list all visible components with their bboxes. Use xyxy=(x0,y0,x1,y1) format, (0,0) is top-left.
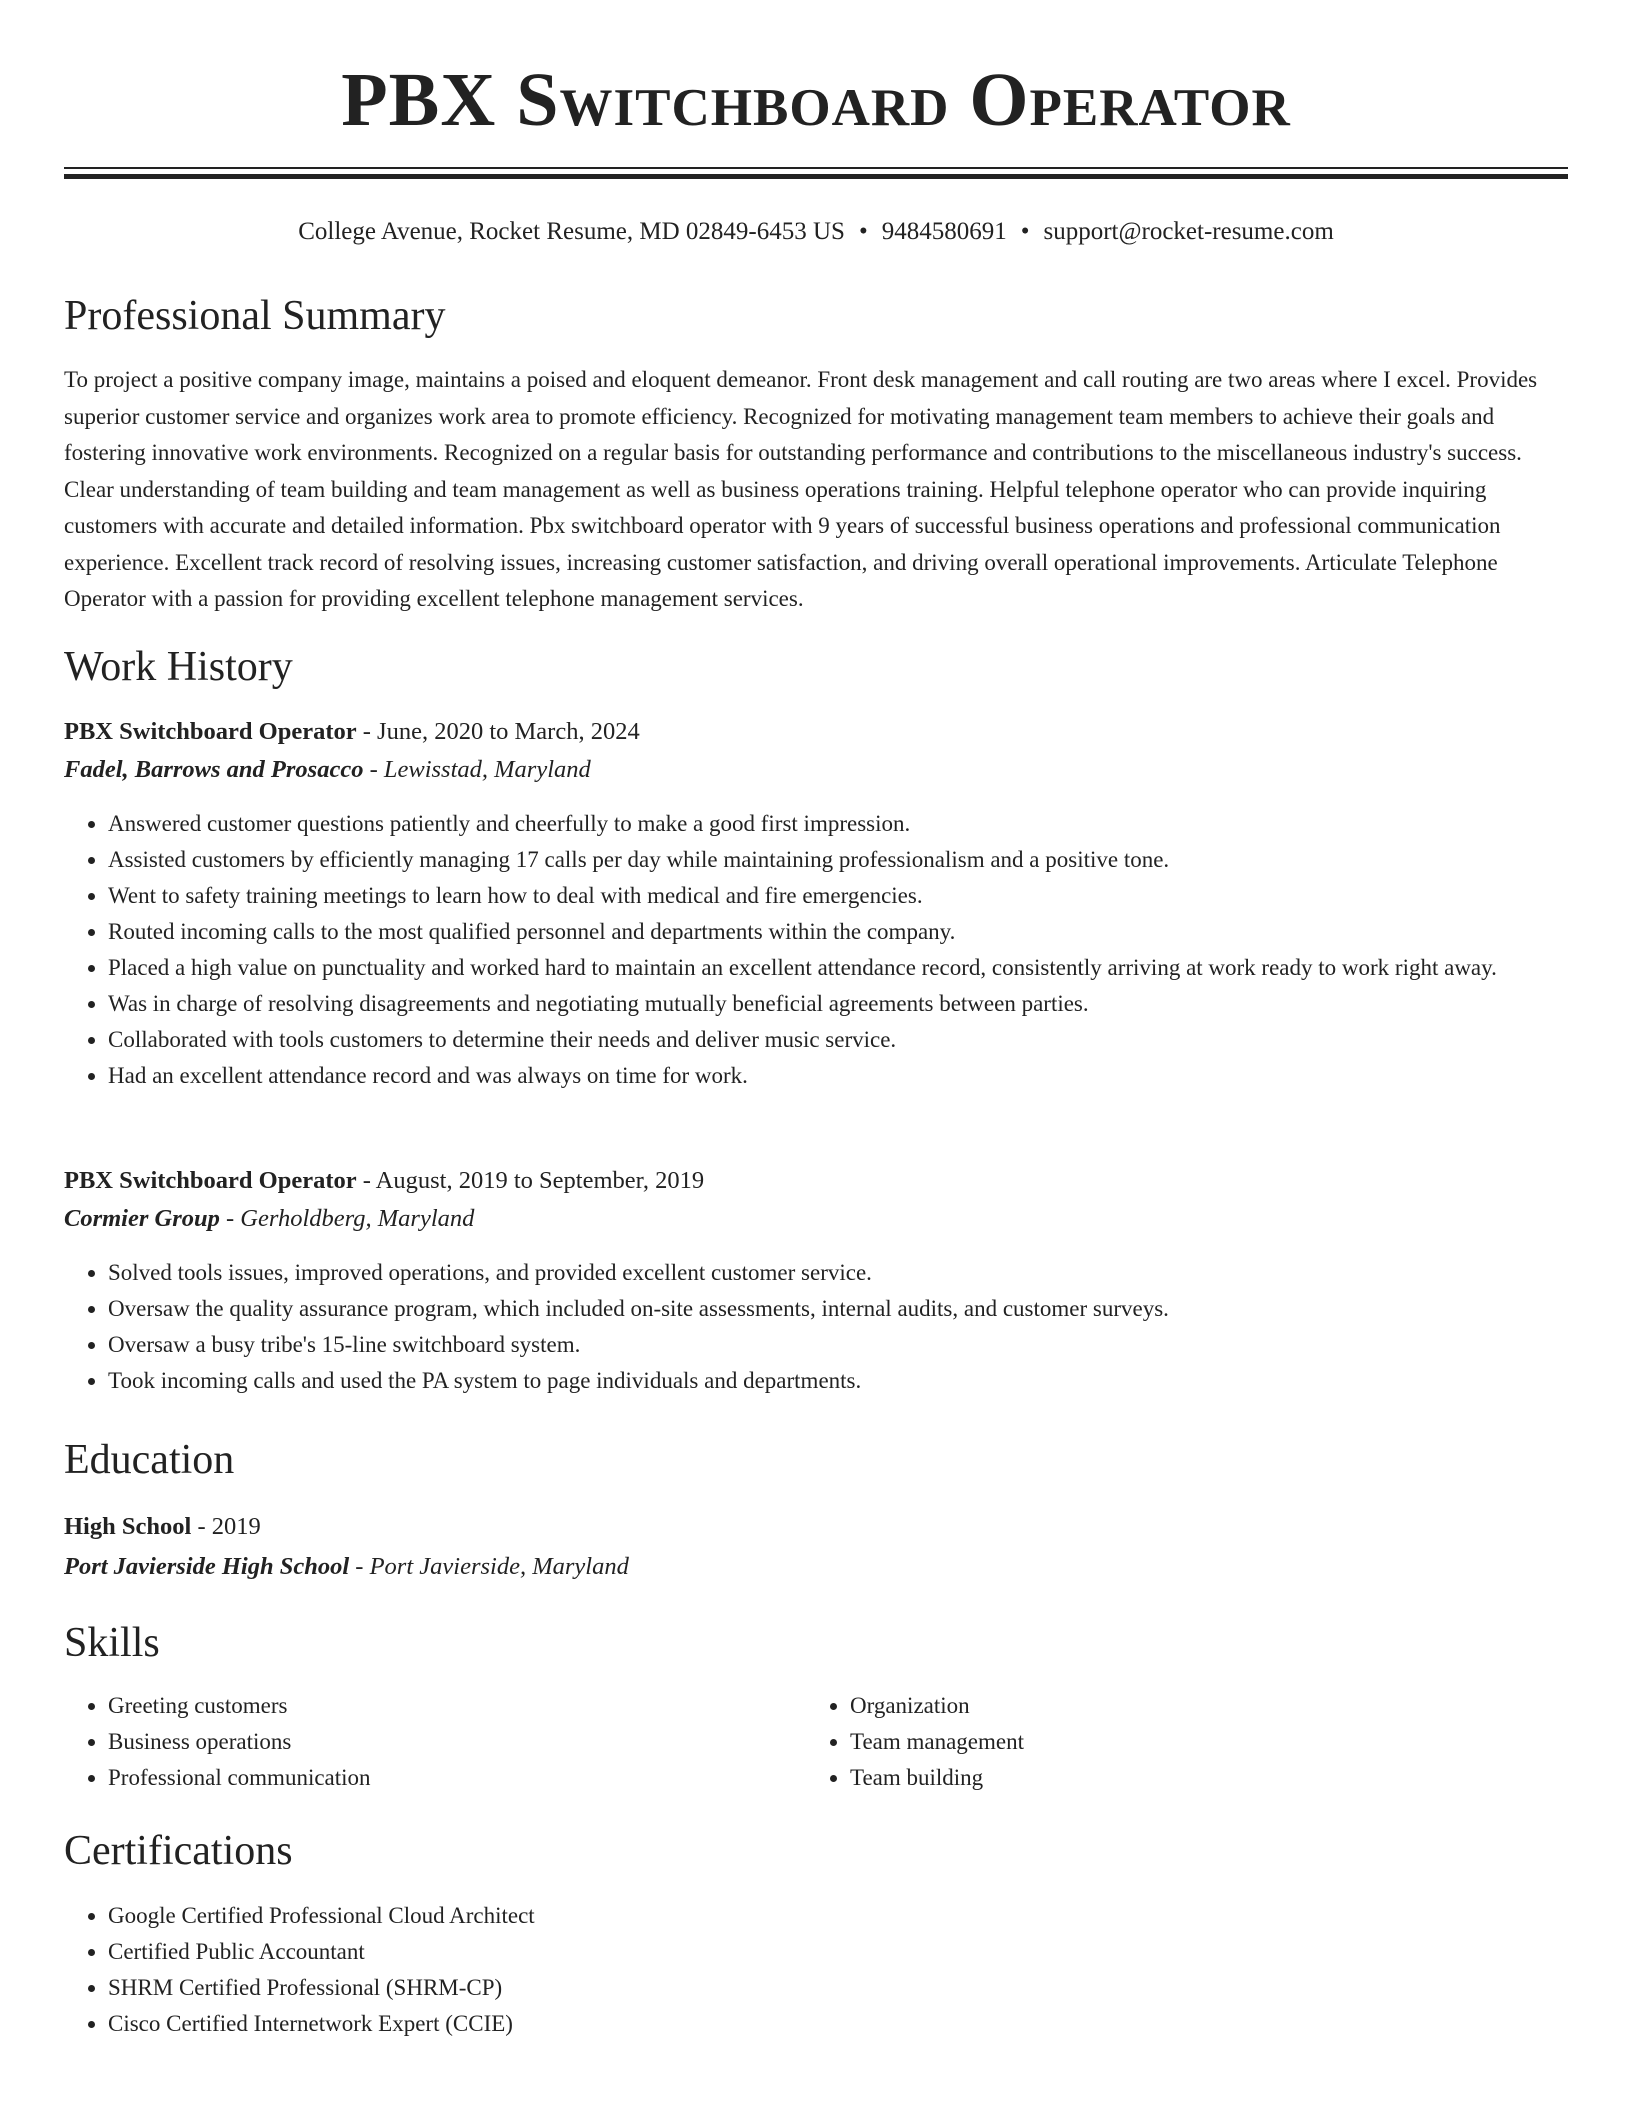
job-title-line xyxy=(64,1162,1568,1200)
certifications-heading: Certifications xyxy=(64,1828,293,1874)
job-dates: - June, 2020 to March, 2024 xyxy=(356,718,640,745)
list-item: • Collaborated with tools customers to determine their needs and deliver music service. xyxy=(108,1022,1568,1058)
summary-heading: Professional Summary xyxy=(64,293,446,339)
education-heading: Education xyxy=(64,1437,235,1483)
list-item: • Answered customer questions patiently and cheerfully to make a good first impression. xyxy=(108,806,1568,842)
list-item: • SHRM Certified Professional (SHRM-CP) xyxy=(108,1970,1568,2006)
certifications-list xyxy=(64,1898,1568,2042)
skills-list-right xyxy=(806,1688,1568,1796)
job-title: PBX Switchboard Operator xyxy=(64,1167,357,1194)
education-degree: High School xyxy=(64,1513,192,1540)
job-title-line xyxy=(64,713,1568,751)
list-item: • Organization xyxy=(850,1688,1568,1724)
list-item: • Cisco Certified Internetwork Expert (CCIE) xyxy=(108,2006,1568,2042)
list-item: • Team building xyxy=(850,1760,1568,1796)
work-history-heading: Work History xyxy=(64,644,293,690)
education-year: - 2019 xyxy=(191,1513,261,1540)
job-company-line xyxy=(64,1200,1568,1238)
list-item: • Took incoming calls and used the PA system to page individuals and departments. xyxy=(108,1363,1568,1399)
list-item: • Oversaw the quality assurance program, which included on-site assessments, internal audits, and customer surveys. xyxy=(108,1291,1568,1327)
job-location: - Gerholdberg, Maryland xyxy=(219,1205,475,1232)
job-dates: - August, 2019 to September, 2019 xyxy=(356,1167,705,1194)
list-item: • Greeting customers xyxy=(108,1688,808,1724)
contact-phone: 9484580691 xyxy=(881,218,1007,245)
resume-name: PBX Switchboard Operator xyxy=(341,58,1291,142)
list-item: • Placed a high value on punctuality and worked hard to maintain an excellent attendance record, consistently arriving at work ready to work right away. xyxy=(108,950,1568,986)
contact-line xyxy=(64,212,1568,252)
contact-address: College Avenue, Rocket Resume, MD 02849-6453 US xyxy=(298,218,845,245)
list-item: • Google Certified Professional Cloud Architect xyxy=(108,1898,1568,1934)
list-item: • Certified Public Accountant xyxy=(108,1934,1568,1970)
education-school-line xyxy=(64,1548,1568,1586)
job-title: PBX Switchboard Operator xyxy=(64,718,357,745)
list-item: • Went to safety training meetings to learn how to deal with medical and fire emergencies. xyxy=(108,878,1568,914)
header-divider-thin xyxy=(64,167,1568,169)
list-item: • Professional communication xyxy=(108,1760,808,1796)
job-bullets xyxy=(64,806,1568,1094)
summary-text: To project a positive company image, maintains a poised and eloquent demeanor. Front desk management and call routing are two areas where I excel. Provides superior customer service and organizes work area to promote efficiency. Recognized for motivating management team members to achieve their goals and fostering innovative work environments. Recognized on a regular basis for outstanding performance and contributions to the miscellaneous industry's success. Clear understanding of team building and team management as well as business operations training. Helpful telephone operator who can provide inquiring customers with accurate and detailed information. Pbx switchboard operator with 9 years of successful business operations and professional communication experience. Excellent track record of resolving issues, increasing customer satisfaction, and driving overall operational improvements. Articulate Telephone Operator with a passion for providing excellent telephone management services. xyxy=(64,367,1538,611)
list-item: • Team management xyxy=(850,1724,1568,1760)
list-item: • Oversaw a busy tribe's 15-line switchboard system. xyxy=(108,1327,1568,1363)
job-bullets xyxy=(64,1255,1568,1399)
job-location: - Lewisstad, Maryland xyxy=(363,756,591,783)
list-item: • Routed incoming calls to the most qualified personnel and departments within the company. xyxy=(108,914,1568,950)
job-company: Cormier Group xyxy=(64,1205,220,1232)
education-location: - Port Javierside, Maryland xyxy=(349,1553,629,1580)
job-company: Fadel, Barrows and Prosacco xyxy=(64,756,364,783)
header-divider-thick xyxy=(64,174,1568,179)
contact-separator: • xyxy=(858,218,868,245)
contact-email: support@rocket-resume.com xyxy=(1043,218,1334,245)
job-company-line xyxy=(64,751,1568,789)
education-school: Port Javierside High School xyxy=(64,1553,350,1580)
list-item: • Assisted customers by efficiently managing 17 calls per day while maintaining professionalism and a positive tone. xyxy=(108,842,1568,878)
list-item: • Had an excellent attendance record and was always on time for work. xyxy=(108,1058,1568,1094)
list-item: • Was in charge of resolving disagreements and negotiating mutually beneficial agreements between parties. xyxy=(108,986,1568,1022)
education-degree-line xyxy=(64,1508,1568,1546)
skills-list-left xyxy=(64,1688,808,1796)
list-item: • Business operations xyxy=(108,1724,808,1760)
list-item: • Solved tools issues, improved operations, and provided excellent customer service. xyxy=(108,1255,1568,1291)
skills-heading: Skills xyxy=(64,1620,160,1666)
contact-separator: • xyxy=(1020,218,1030,245)
